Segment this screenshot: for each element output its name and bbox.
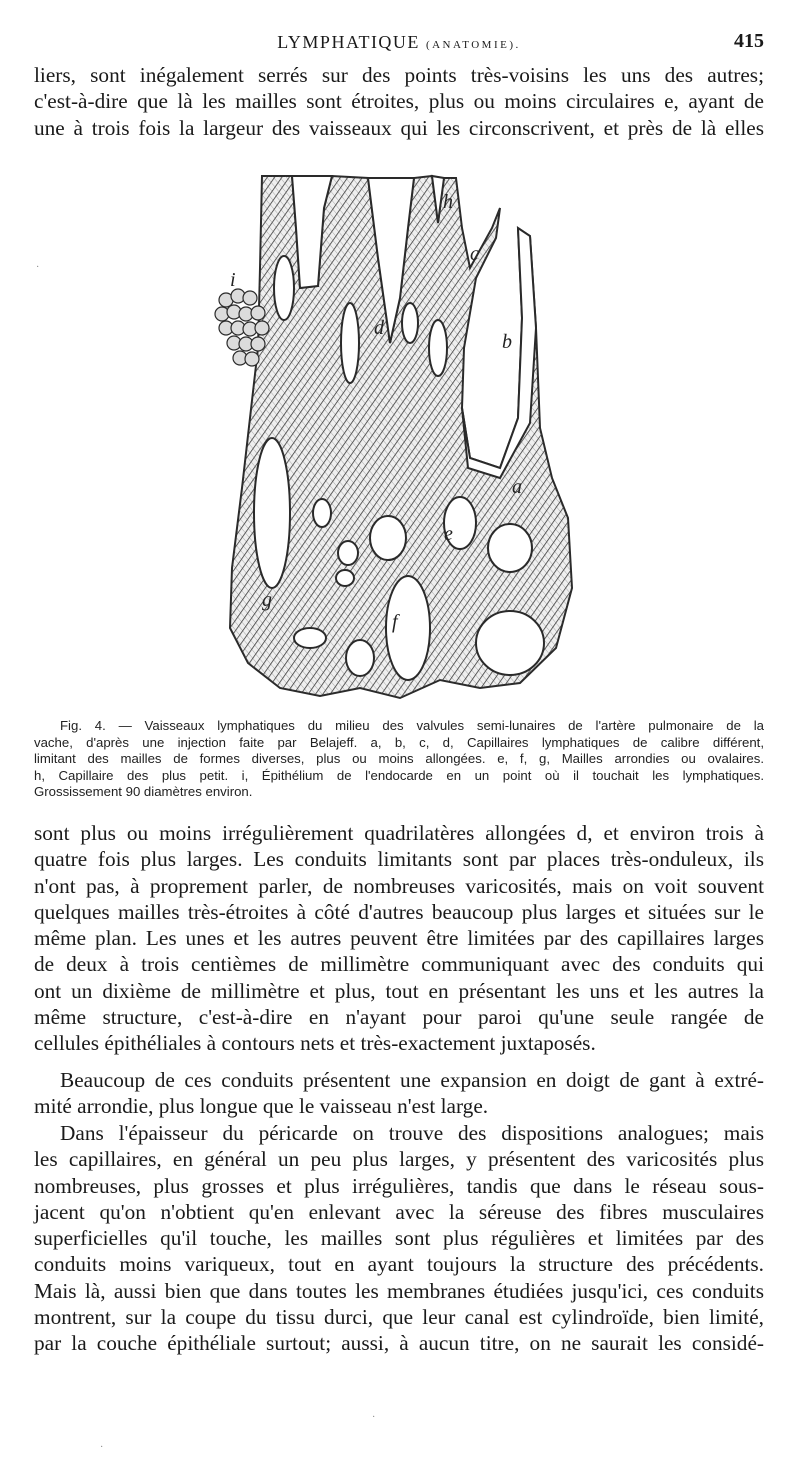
text-line: superficielles qu'il touche, les mailles sont plus régulières et limitées par des	[34, 1226, 764, 1251]
text-line: mité arrondie, plus longue que le vaisseau n'est large.	[34, 1094, 489, 1119]
fig-label-f: f	[392, 611, 398, 633]
mesh-opening	[488, 524, 532, 572]
caption-line: limitant des mailles de formes diverses, plus ou moins allongées. e, f, g, Mailles arrondies ou ovalaires.	[34, 751, 764, 767]
fig-label-i: i	[230, 269, 236, 291]
running-title	[34, 32, 764, 53]
mesh-opening	[338, 541, 358, 565]
running-title-main: LYMPHATIQUE	[277, 32, 420, 52]
mesh-opening	[254, 438, 290, 588]
text-line: jacent qu'on n'obtient qu'en enlevant avec la séreuse des fibres musculaires	[34, 1199, 764, 1224]
caption-line: vache, d'après une injection faite par Belajeff. a, b, c, d, Capillaires lymphatiques de calibre différent,	[34, 734, 764, 750]
figure-caption	[34, 718, 764, 801]
mesh-opening	[341, 303, 359, 383]
fig-label-b: b	[502, 331, 512, 353]
mesh-opening	[346, 640, 374, 676]
text-line: quatre fois plus larges. Les conduits limitants sont par places très-onduleux, ils	[34, 847, 764, 872]
mesh-opening	[313, 499, 331, 527]
mesh-opening	[274, 256, 294, 320]
fig-label-a: a	[512, 476, 522, 498]
text-line: Mais là, aussi bien que dans toutes les membranes étudiées jusqu'ici, ces conduits	[34, 1278, 764, 1303]
mesh-opening	[476, 611, 544, 675]
ink-speck: ·	[100, 1442, 104, 1453]
text-line: nombreuses, plus grosses et plus irrégulières, tandis que dans le réseau sous-	[34, 1173, 764, 1198]
text-line: montrent, sur la coupe du tissu durci, que leur canal est cylindroïde, bien limité,	[34, 1305, 764, 1330]
text-line: Beaucoup de ces conduits présentent une expansion en doigt de gant à extré-	[60, 1068, 764, 1092]
running-title-sub: (ANATOMIE).	[425, 39, 521, 51]
text-line: c'est-à-dire que là les mailles sont étroites, plus ou moins circulaires e, ayant de	[34, 89, 764, 114]
mesh-opening	[336, 570, 354, 586]
text-line: par la couche épithéliale surtout; aussi, à aucun titre, on ne saurait les considé-	[34, 1331, 764, 1356]
paragraph-body-2	[34, 1067, 764, 1120]
lymphatic-network-illustration	[200, 168, 600, 713]
text-line: ont un dixième de millimètre et plus, tout en présentant les uns et les autres la	[34, 978, 764, 1003]
text-line: de deux à trois centièmes de millimètre communiquant avec des conduits qui	[34, 952, 764, 977]
fig-label-d: d	[374, 317, 384, 339]
paragraph-body-1	[34, 820, 764, 1057]
fig-label-c: c	[470, 243, 479, 265]
text-line: n'ont pas, à proprement parler, de nombreuses varicosités, mais on voit souvent	[34, 873, 764, 898]
mesh-opening	[429, 320, 447, 376]
fig-label-e: e	[444, 523, 453, 545]
text-line: les capillaires, en général un peu plus larges, y présentent des varicosités plus	[34, 1147, 764, 1172]
ink-speck: ·	[36, 262, 40, 273]
text-line: liers, sont inégalement serrés sur des points très-voisins les uns des autres;	[34, 63, 764, 87]
text-line: même plan. Les unes et les autres peuvent être limitées par des capillaires larges	[34, 926, 764, 951]
text-line: même structure, c'est-à-dire en n'ayant pour paroi qu'une seule rangée de	[34, 1005, 764, 1030]
running-head	[34, 32, 764, 58]
figure-lymphatic-vessels	[200, 168, 600, 713]
text-line: une à trois fois la largeur des vaisseaux qui les circonscrivent, et près de là elles	[34, 115, 764, 140]
fig-label-h: h	[443, 191, 453, 213]
caption-line: Grossissement 90 diamètres environ.	[34, 784, 253, 800]
caption-line: Fig. 4. — Vaisseaux lymphatiques du milieu des valvules semi-lunaires de l'artère pulmonaire de la	[60, 718, 764, 733]
mesh-opening	[402, 303, 418, 343]
mesh-opening	[370, 516, 406, 560]
page-number: 415	[734, 30, 764, 52]
text-line: sont plus ou moins irrégulièrement quadrilatères allongées d, et environ trois à	[34, 821, 764, 845]
text-line: cellules épithéliales à contours nets et très-exactement juxtaposés.	[34, 1031, 596, 1056]
fig-label-g: g	[262, 589, 272, 611]
paragraph-body-3	[34, 1120, 764, 1357]
mesh-opening	[294, 628, 326, 648]
text-line: conduits moins variqueux, tout en ayant toujours la structure des précédents.	[34, 1252, 764, 1277]
ink-speck: ·	[372, 1412, 376, 1423]
caption-line: h, Capillaire des plus petit. i, Épithélium de l'endocarde en un point où il touchait les lymphatiques.	[34, 767, 764, 783]
text-line: quelques mailles très-étroites à côté d'autres beaucoup plus larges et situées sur le	[34, 899, 764, 924]
paragraph-top	[34, 62, 764, 141]
text-line: Dans l'épaisseur du péricarde on trouve des dispositions analogues; mais	[60, 1121, 764, 1145]
